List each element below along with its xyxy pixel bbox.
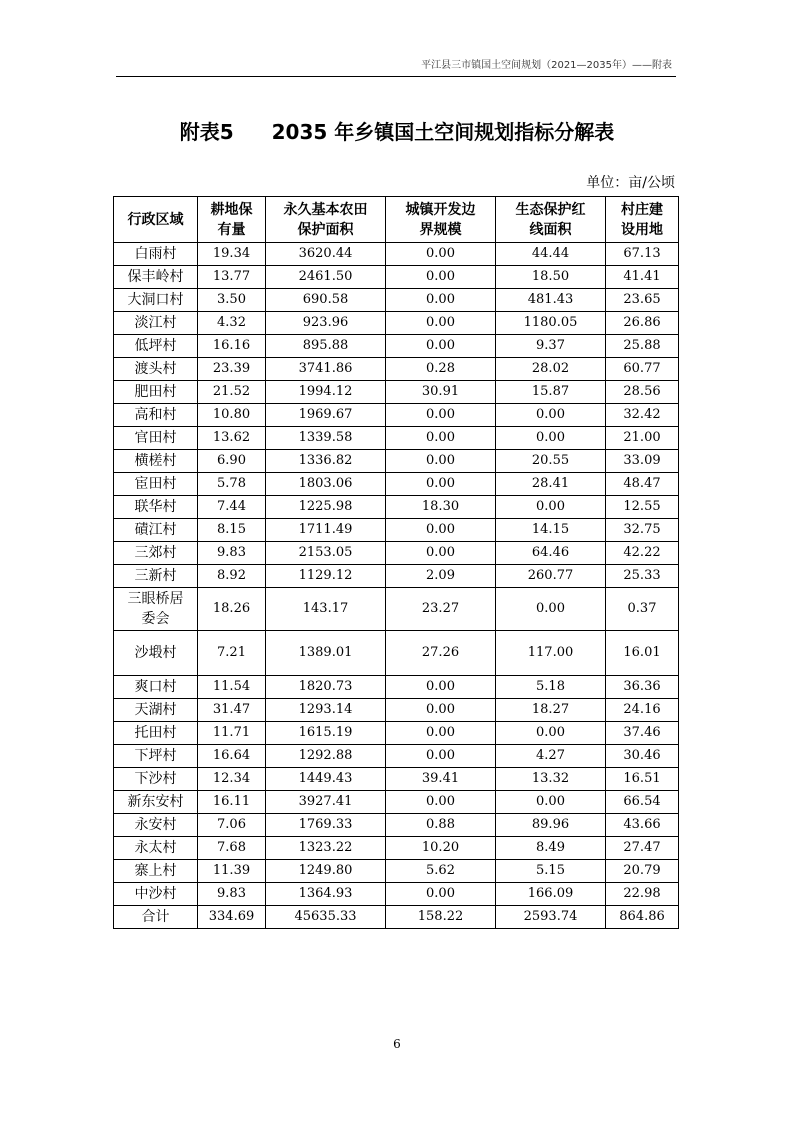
table-row: [114, 814, 679, 837]
value-cell: 48.47: [606, 473, 679, 496]
table-row: [114, 335, 679, 358]
title-text: 2035 年乡镇国土空间规划指标分解表: [271, 120, 615, 144]
value-cell: 1225.98: [266, 496, 386, 519]
value-cell: 14.15: [496, 519, 606, 542]
value-cell: 1293.14: [266, 699, 386, 722]
table-row: [114, 699, 679, 722]
column-header-line: 有量: [217, 221, 246, 238]
table-row: [114, 289, 679, 312]
region-name-cell: 大洞口村: [114, 289, 198, 312]
table-row: [114, 381, 679, 404]
table-row: [114, 473, 679, 496]
table-row: [114, 906, 679, 929]
region-name-cell: 横槎村: [114, 450, 198, 473]
value-cell: 16.16: [198, 335, 266, 358]
table-row: [114, 496, 679, 519]
value-cell: 0.00: [386, 312, 496, 335]
value-cell: 0.00: [386, 450, 496, 473]
running-header: 平江县三市镇国土空间规划（2021—2035年）——附表: [421, 60, 672, 71]
table-row: [114, 519, 679, 542]
value-cell: 13.32: [496, 768, 606, 791]
value-cell: 0.00: [386, 791, 496, 814]
table-row: [114, 837, 679, 860]
region-name-cell: 新东安村: [114, 791, 198, 814]
table-row: [114, 404, 679, 427]
value-cell: 12.55: [606, 496, 679, 519]
region-name-line: 委会: [141, 611, 170, 627]
value-cell: 32.75: [606, 519, 679, 542]
value-cell: 24.16: [606, 699, 679, 722]
region-name-cell: 联华村: [114, 496, 198, 519]
value-cell: 5.18: [496, 676, 606, 699]
value-cell: 2153.05: [266, 542, 386, 565]
value-cell: 42.22: [606, 542, 679, 565]
value-cell: 26.86: [606, 312, 679, 335]
value-cell: 21.52: [198, 381, 266, 404]
region-name-cell: 沙塅村: [114, 631, 198, 676]
value-cell: 864.86: [606, 906, 679, 929]
value-cell: 158.22: [386, 906, 496, 929]
value-cell: 143.17: [266, 588, 386, 631]
value-cell: 10.20: [386, 837, 496, 860]
indicator-table: [113, 196, 679, 929]
value-cell: 16.01: [606, 631, 679, 676]
value-cell: 0.00: [386, 676, 496, 699]
column-header-line: 保护面积: [297, 221, 354, 238]
value-cell: 0.00: [386, 883, 496, 906]
value-cell: 4.27: [496, 745, 606, 768]
value-cell: 19.34: [198, 243, 266, 266]
table-row: [114, 266, 679, 289]
value-cell: 1292.88: [266, 745, 386, 768]
value-cell: 18.50: [496, 266, 606, 289]
column-header-line: 设用地: [621, 221, 663, 238]
value-cell: 334.69: [198, 906, 266, 929]
value-cell: 0.00: [386, 243, 496, 266]
region-name-cell: 合计: [114, 906, 198, 929]
value-cell: 0.00: [386, 519, 496, 542]
value-cell: 117.00: [496, 631, 606, 676]
column-header: [606, 197, 679, 243]
region-name-cell: 永安村: [114, 814, 198, 837]
value-cell: 0.00: [496, 722, 606, 745]
value-cell: 2.09: [386, 565, 496, 588]
value-cell: 1336.82: [266, 450, 386, 473]
value-cell: 16.64: [198, 745, 266, 768]
column-header-line: 城镇开发边: [405, 201, 476, 218]
region-name-cell: 寨上村: [114, 860, 198, 883]
value-cell: 16.51: [606, 768, 679, 791]
value-cell: 11.71: [198, 722, 266, 745]
value-cell: 9.83: [198, 542, 266, 565]
region-name-cell: 宦田村: [114, 473, 198, 496]
value-cell: 28.56: [606, 381, 679, 404]
value-cell: 1364.93: [266, 883, 386, 906]
value-cell: 7.21: [198, 631, 266, 676]
page-title: [0, 116, 794, 145]
column-header: [266, 197, 386, 243]
value-cell: 2461.50: [266, 266, 386, 289]
table-row: [114, 631, 679, 676]
value-cell: 13.62: [198, 427, 266, 450]
column-header-line: 永久基本农田: [283, 201, 368, 218]
value-cell: 1615.19: [266, 722, 386, 745]
column-header: [496, 197, 606, 243]
value-cell: 23.39: [198, 358, 266, 381]
value-cell: 3620.44: [266, 243, 386, 266]
page-number: 6: [393, 1037, 401, 1051]
value-cell: 7.68: [198, 837, 266, 860]
value-cell: 0.00: [496, 791, 606, 814]
value-cell: 20.79: [606, 860, 679, 883]
region-name-cell: 低坪村: [114, 335, 198, 358]
value-cell: 33.09: [606, 450, 679, 473]
value-cell: 1449.43: [266, 768, 386, 791]
value-cell: 9.83: [198, 883, 266, 906]
value-cell: 0.00: [386, 722, 496, 745]
value-cell: 1323.22: [266, 837, 386, 860]
value-cell: 9.37: [496, 335, 606, 358]
value-cell: 8.92: [198, 565, 266, 588]
value-cell: 5.78: [198, 473, 266, 496]
table-row: [114, 768, 679, 791]
region-name-cell: 肥田村: [114, 381, 198, 404]
column-header-line: 行政区域: [127, 211, 184, 228]
table-row: [114, 542, 679, 565]
column-header-line: 线面积: [529, 221, 572, 238]
region-name-cell: 官田村: [114, 427, 198, 450]
table-body: [114, 243, 679, 929]
unit-label: 单位：亩/公顷: [586, 175, 675, 191]
region-name-cell: 天湖村: [114, 699, 198, 722]
table-row: [114, 588, 679, 631]
title-label: 附表5: [179, 120, 234, 144]
value-cell: 0.00: [496, 588, 606, 631]
value-cell: 1389.01: [266, 631, 386, 676]
value-cell: 5.62: [386, 860, 496, 883]
value-cell: 1803.06: [266, 473, 386, 496]
table-row: [114, 243, 679, 266]
value-cell: 22.98: [606, 883, 679, 906]
region-name-cell: 高和村: [114, 404, 198, 427]
value-cell: 25.88: [606, 335, 679, 358]
value-cell: 43.66: [606, 814, 679, 837]
value-cell: 8.15: [198, 519, 266, 542]
value-cell: 23.65: [606, 289, 679, 312]
value-cell: 923.96: [266, 312, 386, 335]
table-row: [114, 676, 679, 699]
value-cell: 37.46: [606, 722, 679, 745]
value-cell: 31.47: [198, 699, 266, 722]
value-cell: 0.00: [386, 699, 496, 722]
value-cell: 21.00: [606, 427, 679, 450]
value-cell: 1769.33: [266, 814, 386, 837]
region-name-line: 三眼桥居: [127, 591, 184, 607]
value-cell: 0.00: [496, 496, 606, 519]
column-header: [114, 197, 198, 243]
region-name-cell: 中沙村: [114, 883, 198, 906]
column-header-line: 界规模: [419, 221, 462, 238]
value-cell: 7.06: [198, 814, 266, 837]
value-cell: 30.46: [606, 745, 679, 768]
header-rule: [116, 76, 676, 77]
value-cell: 0.28: [386, 358, 496, 381]
value-cell: 0.00: [386, 745, 496, 768]
value-cell: 41.41: [606, 266, 679, 289]
value-cell: 0.37: [606, 588, 679, 631]
value-cell: 1180.05: [496, 312, 606, 335]
value-cell: 5.15: [496, 860, 606, 883]
value-cell: 16.11: [198, 791, 266, 814]
table-row: [114, 450, 679, 473]
value-cell: 27.26: [386, 631, 496, 676]
table-row: [114, 312, 679, 335]
value-cell: 18.27: [496, 699, 606, 722]
value-cell: 67.13: [606, 243, 679, 266]
value-cell: 1994.12: [266, 381, 386, 404]
table-row: [114, 745, 679, 768]
value-cell: 0.00: [496, 427, 606, 450]
value-cell: 15.87: [496, 381, 606, 404]
table-header-row: [114, 197, 679, 243]
region-name-cell: 下坪村: [114, 745, 198, 768]
column-header: [198, 197, 266, 243]
value-cell: 7.44: [198, 496, 266, 519]
value-cell: 1249.80: [266, 860, 386, 883]
column-header-line: 生态保护红: [515, 201, 586, 218]
region-name-cell: 三郊村: [114, 542, 198, 565]
value-cell: 39.41: [386, 768, 496, 791]
value-cell: 0.00: [386, 289, 496, 312]
value-cell: 45635.33: [266, 906, 386, 929]
value-cell: 11.54: [198, 676, 266, 699]
value-cell: 64.46: [496, 542, 606, 565]
value-cell: 23.27: [386, 588, 496, 631]
value-cell: 18.26: [198, 588, 266, 631]
value-cell: 260.77: [496, 565, 606, 588]
table-row: [114, 791, 679, 814]
value-cell: 1339.58: [266, 427, 386, 450]
value-cell: 44.44: [496, 243, 606, 266]
region-name-cell: 磧江村: [114, 519, 198, 542]
value-cell: 89.96: [496, 814, 606, 837]
value-cell: 30.91: [386, 381, 496, 404]
value-cell: 3927.41: [266, 791, 386, 814]
value-cell: 0.00: [386, 266, 496, 289]
region-name-cell: [114, 588, 198, 631]
region-name-cell: 爽口村: [114, 676, 198, 699]
value-cell: 8.49: [496, 837, 606, 860]
table-row: [114, 358, 679, 381]
value-cell: 1129.12: [266, 565, 386, 588]
value-cell: 2593.74: [496, 906, 606, 929]
value-cell: 32.42: [606, 404, 679, 427]
value-cell: 0.88: [386, 814, 496, 837]
value-cell: 0.00: [386, 335, 496, 358]
value-cell: 36.36: [606, 676, 679, 699]
column-header: [386, 197, 496, 243]
value-cell: 0.00: [386, 473, 496, 496]
column-header-line: 村庄建: [621, 201, 663, 218]
region-name-cell: 白雨村: [114, 243, 198, 266]
value-cell: 18.30: [386, 496, 496, 519]
table-row: [114, 722, 679, 745]
region-name-cell: 渡头村: [114, 358, 198, 381]
value-cell: 895.88: [266, 335, 386, 358]
value-cell: 60.77: [606, 358, 679, 381]
value-cell: 3.50: [198, 289, 266, 312]
region-name-cell: 下沙村: [114, 768, 198, 791]
value-cell: 28.41: [496, 473, 606, 496]
region-name-cell: 淡江村: [114, 312, 198, 335]
table-row: [114, 883, 679, 906]
value-cell: 25.33: [606, 565, 679, 588]
value-cell: 1969.67: [266, 404, 386, 427]
value-cell: 1820.73: [266, 676, 386, 699]
value-cell: 6.90: [198, 450, 266, 473]
region-name-cell: 保丰岭村: [114, 266, 198, 289]
value-cell: 4.32: [198, 312, 266, 335]
column-header-line: 耕地保: [210, 201, 253, 218]
value-cell: 12.34: [198, 768, 266, 791]
value-cell: 11.39: [198, 860, 266, 883]
region-name-cell: 托田村: [114, 722, 198, 745]
value-cell: 66.54: [606, 791, 679, 814]
value-cell: 166.09: [496, 883, 606, 906]
value-cell: 10.80: [198, 404, 266, 427]
value-cell: 0.00: [386, 542, 496, 565]
value-cell: 27.47: [606, 837, 679, 860]
value-cell: 481.43: [496, 289, 606, 312]
value-cell: 0.00: [496, 404, 606, 427]
table-row: [114, 565, 679, 588]
value-cell: 13.77: [198, 266, 266, 289]
value-cell: 3741.86: [266, 358, 386, 381]
value-cell: 0.00: [386, 427, 496, 450]
value-cell: 28.02: [496, 358, 606, 381]
table-row: [114, 860, 679, 883]
value-cell: 1711.49: [266, 519, 386, 542]
value-cell: 20.55: [496, 450, 606, 473]
value-cell: 690.58: [266, 289, 386, 312]
region-name-cell: 永太村: [114, 837, 198, 860]
value-cell: 0.00: [386, 404, 496, 427]
table-row: [114, 427, 679, 450]
region-name-cell: 三新村: [114, 565, 198, 588]
